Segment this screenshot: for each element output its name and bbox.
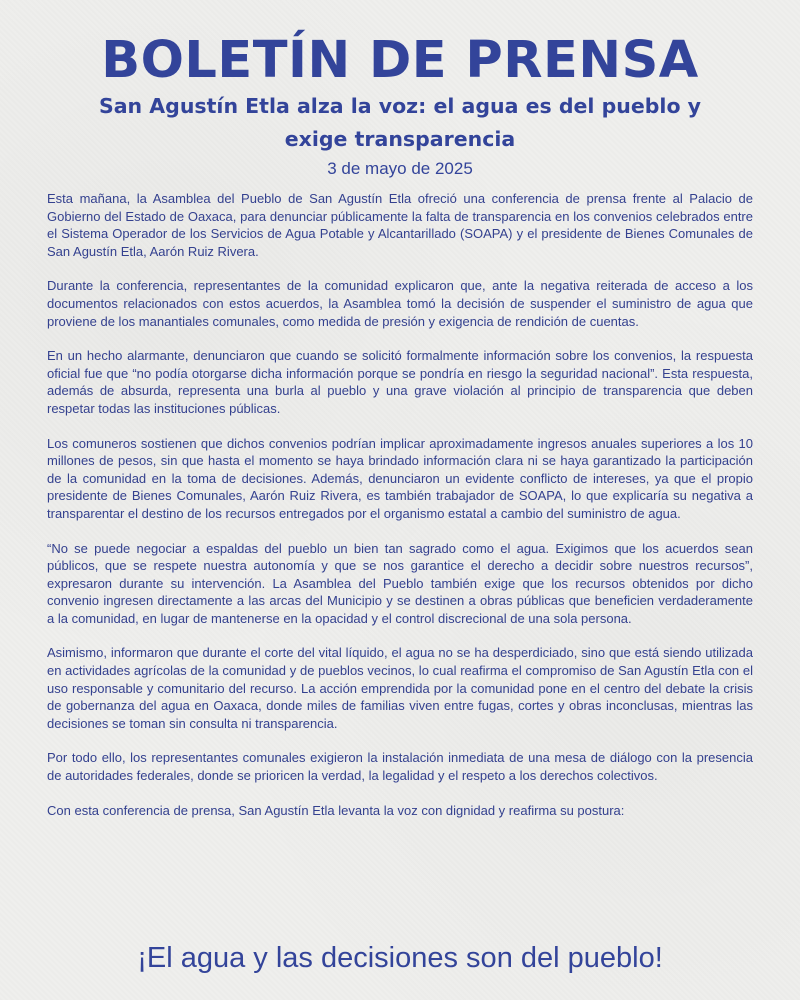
paragraph-conclusion: Con esta conferencia de prensa, San Agustín Etla levanta la voz con dignidad y reafirma su postura: (47, 802, 625, 818)
article-body (47, 190, 753, 819)
release-date: 3 de mayo de 2025 (327, 159, 473, 178)
paragraph-conference: Durante la conferencia, representantes de la comunidad explicaron que, ante la negativa reiterada de acceso a los documentos relacionados con estos acuerdos, la Asamblea tomó la decisión de suspender el suministro de agua que proviene de los manantiales comunales, como medida de presión y exigencia de rendición de cuentas. (47, 278, 753, 329)
page-subtitle: San Agustín Etla alza la voz: el agua es del pueblo y exige transparencia (98, 94, 702, 151)
paragraph-quote: “No se puede negociar a espaldas del pueblo un bien tan sagrado como el agua. Exigimos que los acuerdos sean públicos, que se respete nuestra autonomía y que se nos garantice el derecho a decidir sobre nuestros recursos”, expresaron durante su intervención. La Asamblea del Pueblo también exige que los recursos obtenidos por dicho convenio ingresen directamente a las arcas del Municipio y se destinen a obras públicas que beneficien verdaderamente a la comunidad, en lugar de mantenerse en la opacidad y el control discrecional de una sola persona. (47, 540, 753, 626)
closing-slogan: ¡El agua y las decisiones son del pueblo! (137, 942, 663, 974)
paragraph-water-use: Asimismo, informaron que durante el corte del vital líquido, el agua no se ha desperdiciado, sino que está siendo utilizada en actividades agrícolas de la comunidad y de pueblos vecinos, lo cual reafirma el compromiso de San Agustín Etla con el uso responsable y comunitario del recurso. La acción emprendida por la comunidad pone en el centro del debate la crisis de gobernanza del agua en Oaxaca, donde miles de familias viven entre fugas, cortes y obras inconclusas, mientras las decisiones se toman sin consulta ni transparencia. (47, 645, 753, 731)
paragraph-demands: Por todo ello, los representantes comunales exigieron la instalación inmediata de una mesa de diálogo con la presencia de autoridades federales, donde se prioricen la verdad, la legalidad y el respeto a los derechos colectivos. (47, 750, 753, 784)
paragraph-income: Los comuneros sostienen que dichos convenios podrían implicar aproximadamente ingresos anuales superiores a los 10 millones de pesos, sin que hasta el momento se haya brindado información clara ni se haya garantizado la participación de la comunidad en la toma de decisiones. Además, denunciaron un evidente conflicto de intereses, ya que el propio presidente de Bienes Comunales, Aarón Ruiz Rivera, es también trabajador de SOAPA, lo que explicaría su negativa a transparentar el destino de los recursos entregados por el organismo estatal a cambio del suministro de agua. (47, 435, 753, 521)
page-title: BOLETÍN DE PRENSA (101, 31, 699, 90)
paragraph-intro: Esta mañana, la Asamblea del Pueblo de San Agustín Etla ofreció una conferencia de prensa frente al Palacio de Gobierno del Estado de Oaxaca, para denunciar públicamente la falta de transparencia en los convenios celebrados entre el Sistema Operador de los Servicios de Agua Potable y Alcantarillado (SOAPA) y el presidente de Bienes Comunales de San Agustín Etla, Aarón Ruiz Rivera. (47, 191, 753, 259)
paragraph-alarm: En un hecho alarmante, denunciaron que cuando se solicitó formalmente información sobre los convenios, la respuesta oficial fue que “no podía otorgarse dicha información porque se pondría en riesgo la seguridad nacional”. Esta respuesta, además de absurda, representa una burla al pueblo y una grave violación al principio de transparencia que deben respetar todas las instituciones públicas. (47, 348, 753, 416)
